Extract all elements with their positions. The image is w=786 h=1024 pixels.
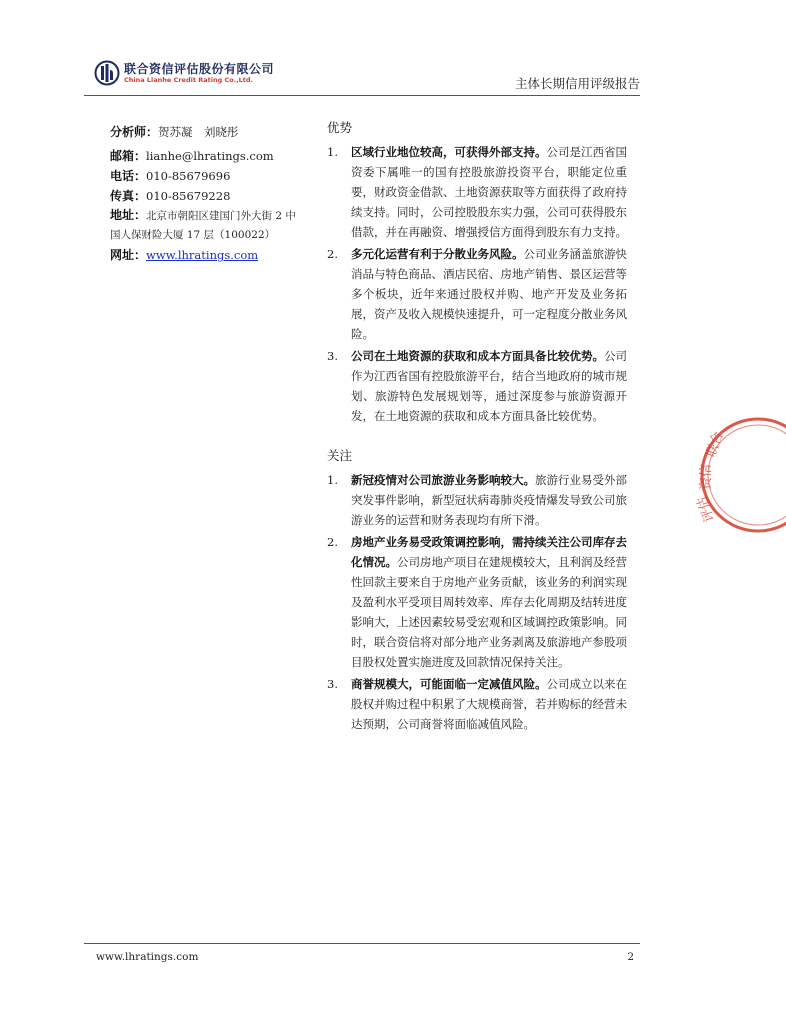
- header-divider: [84, 95, 640, 96]
- concern-item-1: [327, 470, 627, 530]
- item-text: 公司房地产项目在建规模较大，且利润及经营性回款主要来自于房地产业务贡献，该业务的利润实现及盈利水平受项目周转效率、库存去化周期及结转进度影响大，上述因素较易受宏观和区域调控政策影响。同时，联合资信将对部分地产业务剥离及旅游地产参股项目股权处置实施进度及回款情况保持关注。: [351, 555, 627, 669]
- strength-item-1: [327, 142, 627, 242]
- item-number: 3.: [327, 677, 338, 691]
- email-label: 邮箱：: [110, 149, 147, 163]
- svg-text:资信: 资信: [699, 463, 714, 490]
- fax-line: [110, 186, 310, 206]
- address-label: 地址：: [110, 208, 147, 222]
- website-label: 网址：: [110, 248, 147, 262]
- concern-item-3: [327, 674, 627, 734]
- concerns-title: 关注: [327, 448, 353, 463]
- phone-value: 010-85679696: [146, 169, 231, 183]
- analyst-label: 分析师：: [110, 125, 159, 139]
- item-text: 公司成立以来在股权并购过程中积累了大规模商誉，若并购标的经营未达预期，公司商誉将面临减值风险。: [351, 677, 627, 731]
- company-name-cn: 联合资信评估股份有限公司: [124, 62, 275, 76]
- item-heading: 多元化运营有利于分散业务风险。: [351, 247, 524, 261]
- report-type: 主体长期信用评级报告: [514, 76, 640, 91]
- item-text: 公司是江西省国资委下属唯一的国有控股旅游投资平台，职能定位重要，财政资金借款、土地资源获取等方面获得了政府持续支持。同时，公司控股股东实力强，公司可获得股东借款，并在再融资、增强授信方面得到股东有力支持。: [351, 145, 627, 239]
- item-number: 1.: [327, 473, 338, 487]
- company-logo: [94, 60, 120, 86]
- item-text: 公司作为江西省国有控股旅游平台，结合当地政府的城市规划、旅游特色发展规划等，通过深度参与旅游资源开发，在土地资源的获取和成本方面具备比较优势。: [351, 349, 627, 423]
- item-number: 2.: [327, 535, 338, 549]
- footer-website[interactable]: www.lhratings.com: [96, 951, 199, 963]
- contact-block: [110, 122, 310, 265]
- strength-item-2: [327, 244, 627, 344]
- address-value-2: 国人保财险大厦 17 层（100022）: [110, 229, 276, 241]
- svg-text:联合: 联合: [703, 429, 727, 460]
- email-line: [110, 146, 310, 166]
- company-name-en: China Lianhe Credit Rating Co.,Ltd.: [124, 76, 254, 84]
- fax-label: 传真：: [110, 189, 147, 203]
- address-line: [110, 206, 310, 245]
- website-link[interactable]: www.lhratings.com: [146, 248, 259, 262]
- item-heading: 商誉规模大，可能面临一定减值风险。: [351, 677, 547, 691]
- item-heading: 新冠疫情对公司旅游业务影响较大。: [351, 473, 535, 487]
- address-value-1: 北京市朝阳区建国门外大街 2 中: [146, 210, 296, 222]
- item-number: 2.: [327, 247, 338, 261]
- strengths-list: [327, 142, 627, 426]
- concerns-list: [327, 470, 627, 734]
- footer-divider: [84, 943, 640, 944]
- fax-value: 010-85679228: [146, 189, 231, 203]
- email-value[interactable]: lianhe@lhratings.com: [146, 149, 274, 163]
- item-text: 旅游行业易受外部突发事件影响，新型冠状病毒肺炎疫情爆发导致公司旅游业务的运营和财务表现均有所下滑。: [351, 473, 627, 527]
- analysis-column: [327, 118, 627, 736]
- item-number: 3.: [327, 349, 338, 363]
- phone-line: [110, 166, 310, 186]
- svg-text:评估: 评估: [694, 494, 718, 524]
- strength-item-3: [327, 346, 627, 426]
- analyst-names: 贺苏凝 刘晓彤: [158, 125, 239, 139]
- item-heading: 公司在土地资源的获取和成本方面具备比较优势。: [351, 349, 604, 363]
- item-number: 1.: [327, 145, 338, 159]
- analyst-line: [110, 122, 310, 142]
- website-line: [110, 245, 310, 265]
- strengths-title: 优势: [327, 120, 353, 135]
- item-heading: 区域行业地位较高，可获得外部支持。: [351, 145, 547, 159]
- concern-item-2: [327, 532, 627, 672]
- item-text: 公司业务涵盖旅游快消品与特色商品、酒店民宿、房地产销售、景区运营等多个板块，近年来通过股权并购、地产开发及业务拓展，资产及收入规模快速提升，可一定程度分散业务风险。: [351, 247, 627, 341]
- item-heading: 房地产业务易受政策调控影响，需持续关注公司库存去化情况。: [351, 535, 627, 569]
- page-number: 2: [627, 951, 634, 963]
- phone-label: 电话：: [110, 169, 147, 183]
- company-seal-icon: [696, 410, 786, 540]
